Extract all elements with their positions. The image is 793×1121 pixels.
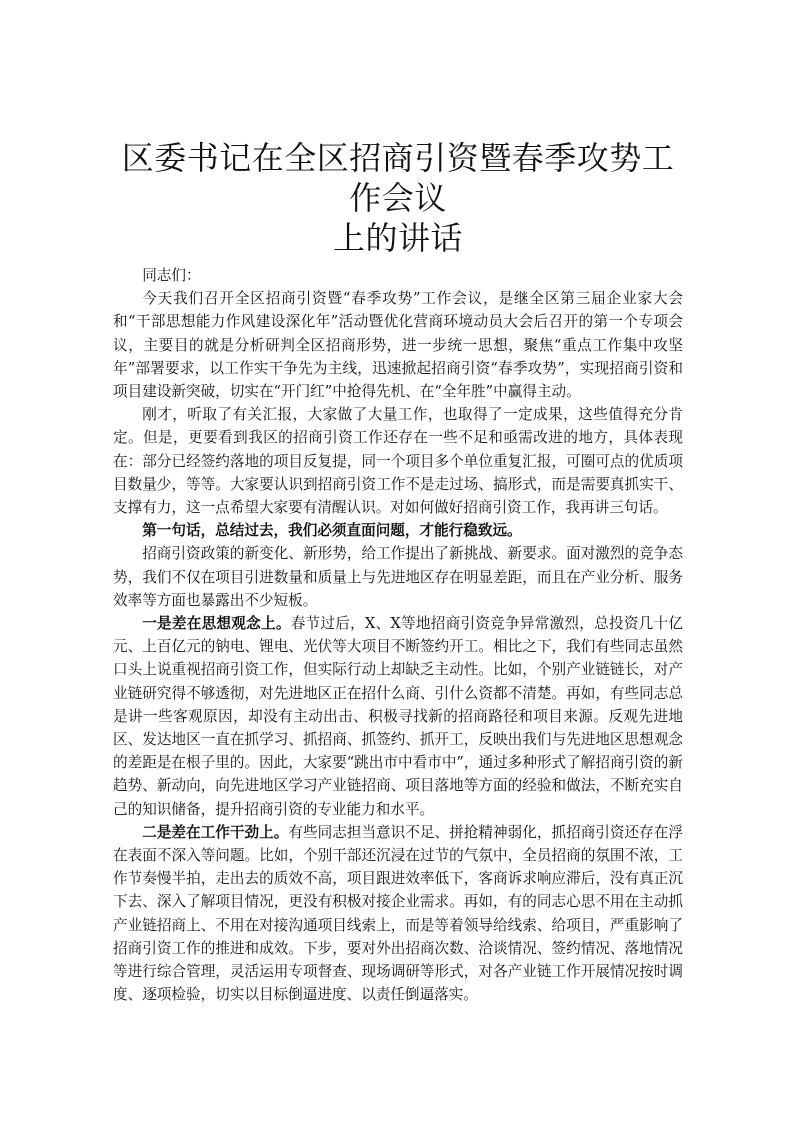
salutation: 同志们： — [142, 267, 201, 284]
title-line-2: 上的讲话 — [332, 219, 463, 257]
section-heading-1: 第一句话，总结过去，我们必须直面问题，才能行稳致远。 — [142, 522, 522, 540]
paragraph-mindset — [113, 612, 683, 821]
paragraph-drive — [113, 821, 683, 1007]
point-heading-drive: 二是差在工作干劲上。 — [142, 823, 289, 841]
document-content — [113, 138, 683, 1007]
title-line-1: 区委书记在全区招商引资暨春季攻势工作会议 — [121, 139, 675, 217]
paragraph-situation: 招商引资政策的新变化、新形势，给工作提出了新挑战、新要求。面对激烈的竞争态势，我们不仅在项目引进数量和质量上与先进地区存在明显差距，而且在产业分析、服务效率等方面也暴露出不少短板。 — [113, 545, 683, 609]
point-text-drive: 有些同志担当意识不足、拼抢精神弱化，抓招商引资还存在浮在表面不深入等问题。比如，个别干部还沉浸在过节的气氛中，全员招商的氛围不浓，工作节奏慢半拍，走出去的质效不高，项目跟进效率低下，客商诉求响应滞后，没有真正沉下去、深入了解项目情况，更没有积极对接企业需求。再如，有的同志心思不用在主动抓产业链招商上、不用在对接沟通项目线索上，而是等着领导给线索、给项目，严重影响了招商引资工作的推进和成效。下步，要对外出招商次数、洽谈情况、签约情况、落地情况等进行综合管理，灵活运用专项督查、现场调研等形式，对各产业链工作开展情况按时调度、逐项检验，切实以目标倒逼进度、以责任倒逼落实。 — [113, 823, 683, 1004]
page-title — [113, 138, 683, 258]
point-heading-mindset: 一是差在思想观念上。 — [142, 615, 291, 633]
paragraph-review: 刚才，听取了有关汇报，大家做了大量工作，也取得了一定成果，这些值得充分肯定。但是，更要看到我区的招商引资工作还存在一些不足和亟需改进的地方，具体表现在：部分已经签约落地的项目反复提，同一个项目多个单位重复汇报，可圈可点的优质项目数量少，等等。大家要认识到招商引资工作不是走过场、搞形式，而是需要真抓实干、支撑有力，这一点希望大家要有清醒认识。对如何做好招商引资工作，我再讲三句话。 — [113, 406, 683, 517]
speech-body — [113, 264, 683, 1007]
paragraph-opening: 今天我们召开全区招商引资暨“春季攻势”工作会议，是继全区第三届企业家大会和“干部思想能力作风建设深化年”活动暨优化营商环境动员大会后召开的第一个专项会议，主要目的就是分析研判全区招商形势，进一步统一思想，聚焦“重点工作集中攻坚年”部署要求，以工作实干争先为主线，迅速掀起招商引资“春季攻势”，实现招商引资和项目建设新突破，切实在“开门红”中抢得先机、在“全年胜”中赢得主动。 — [113, 290, 683, 401]
point-text-mindset: 春节过后，X、X等地招商引资竞争异常激烈，总投资几十亿元、上百亿元的钠电、锂电、光伏等大项目不断签约开工。相比之下，我们有些同志虽然口头上说重视招商引资工作，但实际行动上却缺乏主动性。比如，个别产业链链长，对产业链研究得不够透彻，对先进地区正在招什么商、引什么资都不清楚。再如，有些同志总是讲一些客观原因，却没有主动出击、积极寻找新的招商路径和项目来源。反观先进地区、发达地区一直在抓学习、抓招商、抓签约、抓开工，反映出我们与先进地区思想观念的差距是在根子里的。因此，大家要“跳出市中看市中”，通过多种形式了解招商引资的新趋势、新动向，向先进地区学习产业链招商、项目落地等方面的经验和做法，不断充实自己的知识储备，提升招商引资的专业能力和水平。 — [113, 615, 683, 818]
